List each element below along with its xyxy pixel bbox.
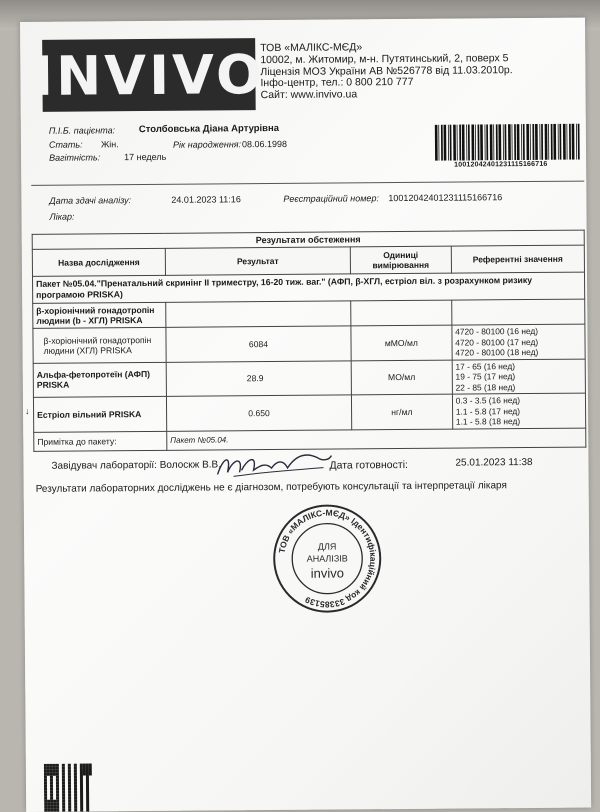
barcode-bar <box>508 124 511 160</box>
qr-module <box>86 802 89 805</box>
reference-line: 19 - 75 (17 нед) <box>455 371 516 382</box>
qr-module <box>53 773 56 776</box>
barcode-bar <box>490 124 493 160</box>
qr-module <box>74 782 77 785</box>
qr-module <box>68 764 71 767</box>
qr-module <box>44 770 47 773</box>
barcode-bar <box>553 124 556 160</box>
barcode-bar <box>457 125 458 161</box>
qr-module <box>44 767 47 770</box>
qr-module <box>50 788 53 791</box>
qr-module <box>80 782 83 785</box>
qr-module <box>50 800 53 803</box>
qr-module <box>86 766 89 769</box>
lab-head-label: Завідувач лабораторії: Волоскж В.В. <box>51 459 222 472</box>
qr-module <box>68 797 71 800</box>
table-header-row <box>32 245 584 276</box>
qr-module <box>56 797 59 800</box>
qr-module <box>56 770 59 773</box>
qr-module <box>80 776 83 779</box>
qr-module <box>74 773 77 776</box>
qr-module <box>80 785 83 788</box>
header-result: Результат <box>165 247 350 275</box>
barcode-bar <box>450 125 452 161</box>
birth-label: Рік народження: <box>172 139 242 150</box>
qr-module <box>62 776 65 779</box>
qr-module <box>47 809 50 812</box>
barcode-bar <box>578 124 580 160</box>
qr-module <box>89 766 92 769</box>
barcode-bar <box>435 125 438 161</box>
qr-module <box>83 764 86 767</box>
qr-module <box>62 785 65 788</box>
qr-module <box>68 782 71 785</box>
qr-module <box>50 791 53 794</box>
qr-module <box>44 800 47 803</box>
barcode-bar <box>459 125 461 161</box>
qr-code <box>44 763 92 811</box>
qr-module <box>80 788 83 791</box>
stamp-line-3: invivo <box>310 565 345 581</box>
qr-module <box>80 809 83 812</box>
pregnancy-value: 17 недель <box>124 151 167 163</box>
qr-module <box>74 794 77 797</box>
qr-module <box>56 764 59 767</box>
qr-module <box>86 763 89 766</box>
qr-module <box>68 788 71 791</box>
package-row <box>32 272 584 303</box>
qr-module <box>62 800 65 803</box>
barcode-bar <box>530 124 531 160</box>
barcode-bar <box>541 124 543 160</box>
group-title: β-хоріонічний гонадотропін людини (b - ХГЛ) PRISKA <box>33 302 166 328</box>
qr-module <box>44 794 47 797</box>
qr-module <box>50 806 53 809</box>
reg-number: 10012042401231115166716 <box>388 192 503 204</box>
qr-module <box>53 800 56 803</box>
company-license: Ліцензія МОЗ України АВ №526778 від 11.03.2010р. <box>260 63 513 78</box>
qr-module <box>53 809 56 812</box>
barcode-bar <box>466 124 467 160</box>
barcode-number: 10012042401231115166716 <box>454 160 548 169</box>
ready-date-label: Дата готовності: <box>329 458 408 472</box>
test-reference <box>452 324 586 360</box>
qr-module <box>74 779 77 782</box>
barcode-bar <box>438 125 439 161</box>
qr-module <box>50 797 53 800</box>
test-unit: МО/мл <box>351 360 452 395</box>
barcode-bar <box>496 124 498 160</box>
test-reference <box>452 359 586 395</box>
company-site: Сайт: www.invivo.ua <box>260 88 358 102</box>
qr-module <box>74 791 77 794</box>
qr-module <box>80 773 83 776</box>
barcode-bar <box>539 124 540 160</box>
qr-module <box>44 764 47 767</box>
company-address: 10002, м. Житомир, м-н. Путятинський, 2, поверх 5 <box>260 51 509 66</box>
qr-module <box>53 806 56 809</box>
qr-module <box>68 809 71 812</box>
barcode-bar <box>526 124 529 160</box>
qr-module <box>80 794 83 797</box>
qr-module <box>56 809 59 812</box>
qr-module <box>89 769 92 772</box>
qr-module <box>86 805 89 808</box>
qr-module <box>74 806 77 809</box>
qr-module <box>80 791 83 794</box>
qr-module <box>86 781 89 784</box>
qr-module <box>80 806 83 809</box>
qr-module <box>56 785 59 788</box>
company-phone: Інфо-центр, тел.: 0 800 210 777 <box>260 76 414 90</box>
test-result: 28.9 <box>166 360 351 396</box>
qr-module <box>62 779 65 782</box>
qr-module <box>56 776 59 779</box>
barcode <box>433 124 583 161</box>
stamp-line-1: ДЛЯ <box>317 541 337 552</box>
qr-module <box>62 797 65 800</box>
qr-module <box>53 770 56 773</box>
barcode-bar <box>517 124 520 160</box>
qr-module <box>50 776 53 779</box>
test-name: Естріол вільний PRISKA <box>37 408 142 420</box>
qr-module <box>68 794 71 797</box>
test-unit: мМО/мл <box>351 325 452 360</box>
qr-module <box>50 767 53 770</box>
qr-module <box>86 799 89 802</box>
qr-module <box>74 797 77 800</box>
qr-module <box>86 769 89 772</box>
barcode-bar <box>558 124 559 160</box>
qr-module <box>62 773 65 776</box>
qr-module <box>68 791 71 794</box>
qr-module <box>89 763 92 766</box>
qr-module <box>74 788 77 791</box>
test-name-cell <box>25 396 166 432</box>
barcode-bar <box>480 124 483 160</box>
qr-module <box>74 764 77 767</box>
qr-module <box>74 785 77 788</box>
qr-module <box>80 803 83 806</box>
qr-module <box>86 808 89 811</box>
qr-module <box>44 779 47 782</box>
header-reference: Референтні значення <box>451 245 584 273</box>
qr-module <box>68 806 71 809</box>
qr-module <box>74 776 77 779</box>
qr-module <box>47 773 50 776</box>
barcode-bar <box>521 124 522 160</box>
qr-module <box>86 775 89 778</box>
qr-module <box>44 788 47 791</box>
reference-line: 4720 - 80100 (16 нед) <box>455 325 539 337</box>
package-title: Пакет №05.04."Пренатальний скринінг ІІ триместру, 16-20 тиж. ваг." (АФП, β-ХГЛ, естріол віл. з розрахунком ризику програмою PRISKA) <box>32 272 584 303</box>
qr-module <box>74 803 77 806</box>
qr-module <box>56 794 59 797</box>
qr-module <box>47 767 50 770</box>
qr-module <box>62 806 65 809</box>
qr-module <box>86 793 89 796</box>
qr-module <box>47 764 50 767</box>
logo-text: INVIVO <box>32 42 266 108</box>
results-table <box>25 230 587 452</box>
reference-line: 1.1 - 5.8 (17 нед) <box>455 405 521 417</box>
qr-module <box>80 800 83 803</box>
qr-module <box>56 806 59 809</box>
disclaimer: Результати лабораторних досліджень не є діагнозом, потребують консультації та інтерпретації лікаря <box>35 480 507 495</box>
barcode-bar <box>441 125 443 161</box>
barcode-bar <box>566 124 567 160</box>
barcode-bar <box>535 124 538 160</box>
qr-module <box>44 782 47 785</box>
results-title: Результати обстеження <box>32 230 584 249</box>
table-row <box>33 393 585 432</box>
qr-module <box>62 791 65 794</box>
qr-module <box>44 797 47 800</box>
reference-line: 22 - 85 (18 нед) <box>455 381 516 393</box>
signature <box>213 448 333 483</box>
qr-module <box>50 803 53 806</box>
table-row <box>33 359 585 398</box>
barcode-bar <box>453 125 456 161</box>
reference-line: 4720 - 80100 (17 нед) <box>455 336 539 348</box>
reg-number-label: Реєстраційний номер: <box>283 193 379 204</box>
qr-module <box>62 794 65 797</box>
barcode-bar <box>563 124 566 160</box>
header-test-name: Назва дослідження <box>32 248 165 276</box>
reference-line: 1.1 - 5.8 (18 нед) <box>455 416 521 427</box>
qr-module <box>44 803 47 806</box>
qr-module <box>80 764 83 767</box>
qr-module <box>74 770 77 773</box>
qr-module <box>68 770 71 773</box>
qr-module <box>80 779 83 782</box>
barcode-bar <box>444 125 447 161</box>
qr-module <box>50 764 53 767</box>
divider-line <box>31 181 584 186</box>
header-units: Одиниці вимірювання <box>350 246 451 274</box>
qr-module <box>47 803 50 806</box>
empty-cell <box>166 301 351 327</box>
stamp-outer-text: ТОВ «МАЛІКС-МЄД» Ідентифікаційний код 33385139 <box>276 507 379 610</box>
barcode-bar <box>559 124 561 160</box>
barcode-bar <box>471 124 474 160</box>
qr-module <box>83 770 86 773</box>
qr-module <box>56 779 59 782</box>
low-flag-icon: ↓ <box>25 405 30 416</box>
empty-cell <box>451 299 584 325</box>
qr-module <box>86 787 89 790</box>
qr-module <box>50 809 53 812</box>
barcode-bar <box>478 124 480 160</box>
qr-module <box>86 778 89 781</box>
qr-module <box>53 764 56 767</box>
note-label: Примітка до пакету: <box>34 431 167 451</box>
barcode-bar <box>468 124 470 160</box>
qr-module <box>68 776 71 779</box>
qr-module <box>56 800 59 803</box>
barcode-bar <box>523 124 525 160</box>
qr-module <box>80 767 83 770</box>
barcode-bar <box>505 124 507 160</box>
qr-module <box>83 773 86 776</box>
qr-module <box>44 776 47 779</box>
qr-module <box>68 803 71 806</box>
qr-module <box>62 803 65 806</box>
sex-value: Жін. <box>100 139 119 150</box>
test-unit: нг/мл <box>351 394 452 429</box>
lab-stamp <box>272 503 383 614</box>
barcode-bar <box>493 124 494 160</box>
qr-module <box>86 796 89 799</box>
analysis-date: 24.01.2023 11:16 <box>171 194 241 205</box>
qr-module <box>83 767 86 770</box>
barcode-bar <box>551 124 553 160</box>
barcode-bar <box>475 124 476 160</box>
test-name: β-хоріонічний гонадотропін людини (ХГЛ) PRISKA <box>33 327 166 363</box>
test-reference <box>452 393 586 429</box>
qr-module <box>80 770 83 773</box>
qr-module <box>53 803 56 806</box>
qr-module <box>68 773 71 776</box>
qr-module <box>47 770 50 773</box>
note-value: Пакет №05.04. <box>167 428 586 450</box>
test-name: Альфа-фетопротеїн (АФП) PRISKA <box>33 362 166 398</box>
qr-module <box>80 797 83 800</box>
qr-module <box>44 785 47 788</box>
qr-module <box>50 779 53 782</box>
reference-line: 4720 - 80100 (18 нед) <box>455 346 539 358</box>
barcode-bar <box>503 124 504 160</box>
barcode-bar <box>485 124 486 160</box>
qr-module <box>44 791 47 794</box>
qr-module <box>56 791 59 794</box>
lab-report-sheet <box>20 18 591 812</box>
qr-module <box>89 772 92 775</box>
qr-module <box>68 800 71 803</box>
empty-cell <box>351 300 452 326</box>
sex-label: Стать: <box>48 139 83 150</box>
barcode-bar <box>462 125 465 161</box>
barcode-bar <box>512 124 513 160</box>
qr-module <box>47 806 50 809</box>
barcode-bar <box>486 124 488 160</box>
qr-module <box>50 773 53 776</box>
stamp-line-2: АНАЛІЗІВ <box>306 553 348 564</box>
qr-module <box>74 809 77 812</box>
qr-module <box>56 788 59 791</box>
qr-module <box>68 767 71 770</box>
qr-module <box>56 773 59 776</box>
analysis-date-label: Дата здачі аналізу: <box>49 195 132 206</box>
barcode-bar <box>576 124 577 160</box>
qr-module <box>56 782 59 785</box>
qr-module <box>86 772 89 775</box>
test-result: 0.650 <box>166 395 351 431</box>
qr-module <box>68 779 71 782</box>
qr-module <box>50 785 53 788</box>
qr-module <box>44 809 47 812</box>
doctor-label: Лікар: <box>49 211 75 222</box>
qr-module <box>74 800 77 803</box>
qr-module <box>62 788 65 791</box>
test-result: 6084 <box>166 326 351 362</box>
qr-module <box>62 770 65 773</box>
qr-module <box>44 773 47 776</box>
qr-module <box>62 809 65 812</box>
qr-module <box>56 767 59 770</box>
barcode-bar <box>498 124 501 160</box>
qr-module <box>62 782 65 785</box>
pregnancy-label: Вагітність: <box>49 152 101 163</box>
barcode-bar <box>548 124 549 160</box>
qr-module <box>50 794 53 797</box>
patient-name-label: П.І.Б. пацієнта: <box>48 125 116 136</box>
reference-line: 17 - 65 (16 нед) <box>455 360 516 372</box>
qr-module <box>74 767 77 770</box>
patient-name: Столбовська Діана Артурівна <box>138 122 280 136</box>
barcode-bar <box>572 124 575 160</box>
barcode-bar <box>569 124 571 160</box>
table-row <box>33 324 585 363</box>
company-name: ТОВ «МАЛІКС-МЄД» <box>260 41 363 55</box>
invivo-logo <box>32 38 266 112</box>
qr-module <box>68 785 71 788</box>
qr-module <box>44 806 47 809</box>
ready-date: 25.01.2023 11:38 <box>455 456 533 469</box>
barcode-bar <box>545 124 548 160</box>
qr-module <box>53 767 56 770</box>
qr-module <box>86 790 89 793</box>
barcode-bar <box>532 124 534 160</box>
qr-module <box>50 782 53 785</box>
reference-line: 0.3 - 3.5 (16 нед) <box>455 395 521 406</box>
qr-module <box>62 767 65 770</box>
qr-module <box>56 803 59 806</box>
qr-module <box>50 770 53 773</box>
company-info <box>260 41 513 102</box>
qr-module <box>47 800 50 803</box>
barcode-bar <box>448 125 449 161</box>
barcode-bar <box>514 124 516 160</box>
qr-module <box>86 784 89 787</box>
birth-date: 08.06.1998 <box>241 138 288 150</box>
qr-module <box>62 764 65 767</box>
